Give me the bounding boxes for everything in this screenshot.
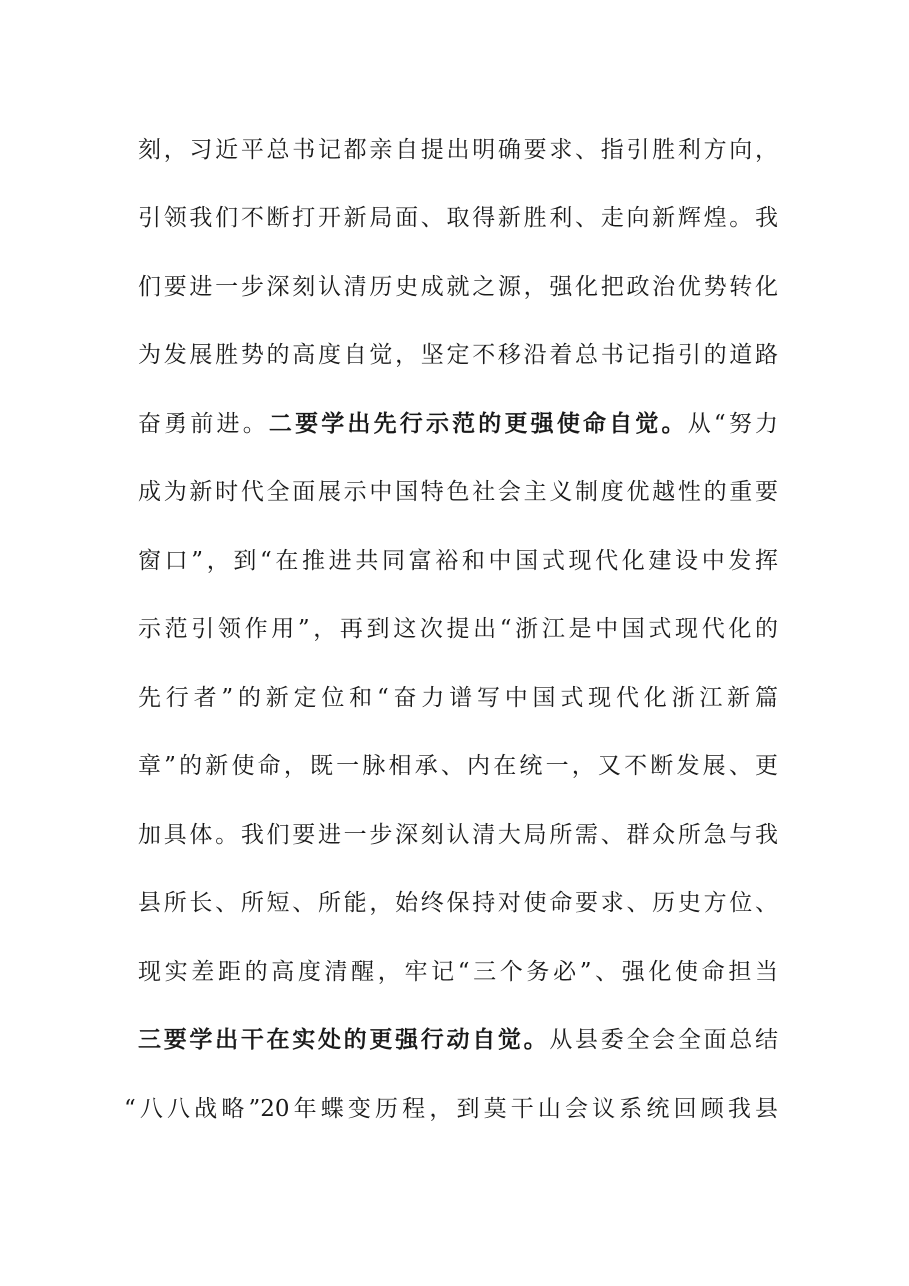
- text-run: 从“努力: [687, 411, 779, 437]
- text-line: [138, 472, 778, 512]
- text-line: [138, 335, 778, 375]
- text-line: [138, 404, 778, 444]
- text-run: 刻，习近平总书记都亲自提出明确要求、指引胜利方向，: [138, 137, 778, 163]
- text-line: [138, 267, 778, 307]
- text-run: 县所长、所短、所能，始终保持对使命要求、历史方位、: [138, 890, 778, 916]
- text-run: 加具体。我们要进一步深刻认清大局所需、群众所急与我: [138, 822, 778, 848]
- text-run: 示范引领作用”，再到这次提出“浙江是中国式现代化的: [138, 616, 778, 642]
- text-line: [138, 746, 778, 786]
- text-run: 窗口”，到“在推进共同富裕和中国式现代化建设中发挥: [138, 548, 778, 574]
- text-run: 现实差距的高度清醒，牢记“三个务必”、强化使命担当: [138, 959, 778, 985]
- text-run: 引领我们不断打开新局面、取得新胜利、走向新辉煌。我: [138, 205, 778, 231]
- text-line: [138, 1020, 778, 1060]
- bold-heading-text: 三要学出干在实处的更强行动自觉。: [138, 1026, 550, 1053]
- text-run: 先行者”的新定位和“奋力谱写中国式现代化浙江新篇: [138, 685, 778, 711]
- text-run: 奋勇前进。: [138, 411, 269, 437]
- text-line: [138, 678, 778, 718]
- text-line: [138, 883, 778, 923]
- text-run: “八八战略”20年蝶变历程，到莫干山会议系统回顾我县: [124, 1096, 778, 1122]
- text-run: 们要进一步深刻认清历史成就之源，强化把政治优势转化: [138, 274, 778, 300]
- text-run: 从县委全会全面总结: [549, 1027, 779, 1053]
- text-line: [138, 952, 778, 992]
- text-line: [138, 541, 778, 581]
- bold-heading-text: 二要学出先行示范的更强使命自觉。: [268, 410, 688, 437]
- text-line: [138, 130, 778, 170]
- text-run: 为发展胜势的高度自觉，坚定不移沿着总书记指引的道路: [138, 342, 778, 368]
- text-run: 章”的新使命，既一脉相承、内在统一，又不断发展、更: [138, 753, 778, 779]
- text-line: [124, 1089, 778, 1129]
- text-line: [138, 609, 778, 649]
- text-line: [138, 198, 778, 238]
- text-line: [138, 815, 778, 855]
- text-run: 成为新时代全面展示中国特色社会主义制度优越性的重要: [138, 479, 778, 505]
